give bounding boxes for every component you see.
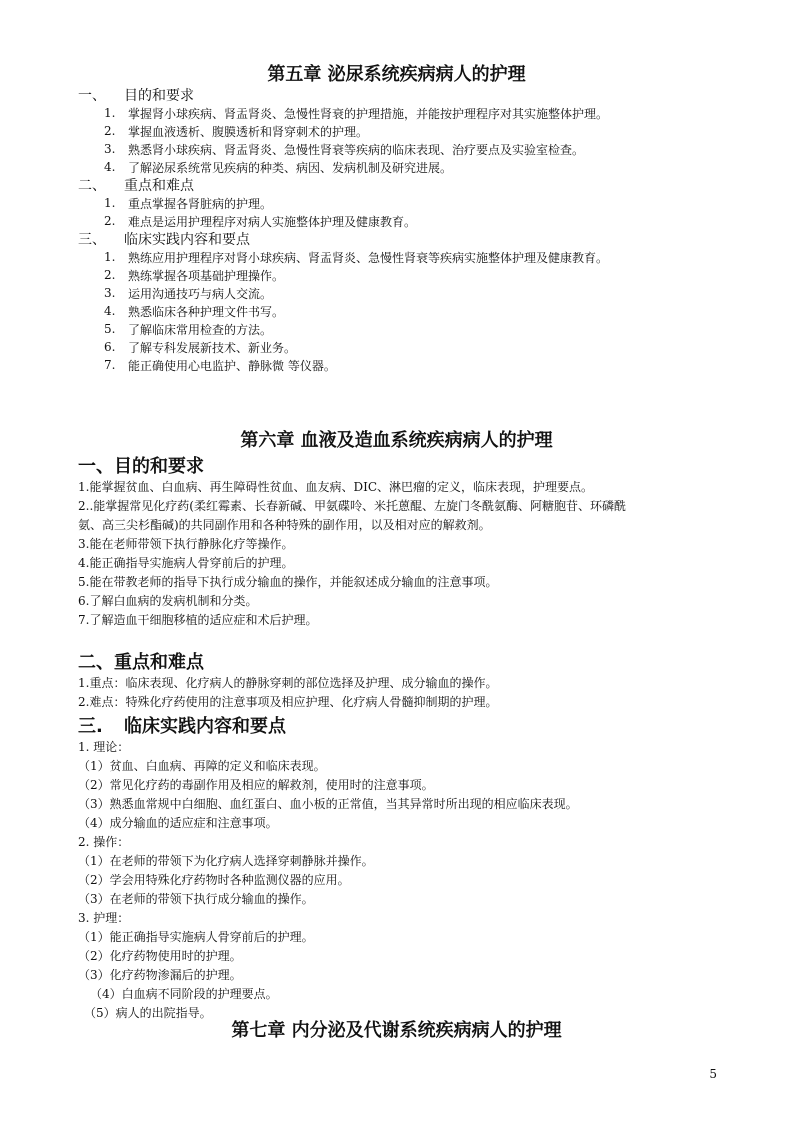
item-text: 难点是运用护理程序对病人实施整体护理及健康教育。: [128, 214, 417, 229]
section-number: 二、: [78, 178, 106, 194]
section-title: 临床实践内容和要点: [124, 232, 250, 248]
section-number: 一、: [78, 88, 106, 104]
text-line: （1）能正确指导实施病人骨穿前后的护理。: [78, 930, 314, 944]
list-item: [78, 212, 758, 230]
item-number: 2.: [104, 124, 116, 138]
item-number: 6.: [104, 340, 116, 354]
text-line: 3.能在老师带领下执行静脉化疗等操作。: [78, 537, 294, 551]
list-item: [78, 302, 758, 320]
item-text: 掌握肾小球疾病、肾盂肾炎、急慢性肾衰的护理措施，并能按护理程序对其实施整体护理。: [128, 106, 609, 121]
section-heading: 一、目的和要求: [78, 456, 204, 477]
list-item: [78, 356, 758, 374]
text-line: 4.能正确指导实施病人骨穿前后的护理。: [78, 556, 294, 570]
text-line: 6.了解白血病的发病机制和分类。: [78, 594, 258, 608]
item-text: 熟悉肾小球疾病、肾盂肾炎、急慢性肾衰等疾病的临床表现、治疗要点及实验室检查。: [128, 142, 585, 157]
list-item: [78, 194, 758, 212]
item-text: 了解泌尿系统常见疾病的种类、病因、发病机制及研究进展。: [128, 160, 453, 175]
list-item: [78, 284, 758, 302]
section-title: 重点和难点: [124, 178, 194, 194]
item-text: 了解专科发展新技术、新业务。: [128, 340, 297, 355]
section-title: 目的和要求: [124, 88, 194, 104]
text-line: 2.难点：特殊化疗药使用的注意事项及相应护理、化疗病人骨髓抑制期的护理。: [78, 695, 498, 709]
chapter-6-body: [78, 452, 718, 1023]
list-item: [78, 140, 758, 158]
text-line: （2）学会用特殊化疗药物时各种监测仪器的应用。: [78, 873, 350, 887]
chapter-7-title: 第七章 内分泌及代谢系统疾病病人的护理: [231, 1020, 562, 1041]
text-line: 1.能掌握贫血、白血病、再生障碍性贫血、血友病、DIC、淋巴瘤的定义，临床表现，护理要点。: [78, 480, 593, 494]
text-line: （2）化疗药物使用时的护理。: [78, 949, 242, 963]
item-number: 1.: [104, 196, 116, 210]
text-line: 氨、高三尖杉酯碱)的共同副作用和各种特殊的副作用，以及相对应的解救剂。: [78, 518, 491, 532]
item-text: 熟练掌握各项基础护理操作。: [128, 268, 285, 283]
section-heading: [78, 712, 718, 738]
item-number: 3.: [104, 142, 116, 156]
item-number: 2.: [104, 268, 116, 282]
text-line: 2..能掌握常见化疗药(柔红霉素、长春新碱、甲氨碟呤、米托蒽醌、左旋门冬酰氨酶、阿糖胞苷、环磷酰: [78, 499, 626, 513]
section-heading: [78, 176, 758, 194]
item-number: 4.: [104, 304, 116, 318]
text-line: （1）在老师的带领下为化疗病人选择穿刺静脉并操作。: [78, 854, 374, 868]
text-line: （4）成分输血的适应症和注意事项。: [78, 816, 278, 830]
item-text: 了解临床常用检查的方法。: [128, 322, 273, 337]
item-text: 熟悉临床各种护理文件书写。: [128, 304, 285, 319]
section-heading: 二、重点和难点: [78, 652, 204, 673]
list-item: [78, 158, 758, 176]
list-item: [78, 338, 758, 356]
section-number: 三.: [78, 716, 103, 737]
subsection-label: 3. 护理：: [78, 911, 130, 925]
text-line: （1）贫血、白血病、再障的定义和临床表现。: [78, 759, 326, 773]
item-text: 掌握血液透析、腹膜透析和肾穿刺术的护理。: [128, 124, 369, 139]
text-line: （3）熟悉血常规中白细胞、血红蛋白、血小板的正常值，当其异常时所出现的相应临床表现。: [78, 797, 578, 811]
text-line: （2）常见化疗药的毒副作用及相应的解救剂，使用时的注意事项。: [78, 778, 434, 792]
list-item: [78, 266, 758, 284]
item-text: 能正确使用心电监护、静脉微 等仪器。: [128, 358, 336, 373]
spacer: [78, 630, 718, 648]
chapter-5-body: [78, 86, 758, 374]
item-number: 3.: [104, 286, 116, 300]
item-text: 熟练应用护理程序对肾小球疾病、肾盂肾炎、急慢性肾衰等疾病实施整体护理及健康教育。: [128, 250, 609, 265]
item-text: 运用沟通技巧与病人交流。: [128, 286, 273, 301]
item-text: 重点掌握各肾脏病的护理。: [128, 196, 273, 211]
chapter-6-title: 第六章 血液及造血系统疾病病人的护理: [240, 430, 553, 451]
item-number: 4.: [104, 160, 116, 174]
list-item: [78, 104, 758, 122]
subsection-label: 2. 操作：: [78, 835, 130, 849]
list-item: [78, 122, 758, 140]
item-number: 2.: [104, 214, 116, 228]
text-line: （3）化疗药物渗漏后的护理。: [78, 968, 242, 982]
subsection-label: 1. 理论：: [78, 740, 130, 754]
text-line: 7.了解造血干细胞移植的适应症和术后护理。: [78, 613, 318, 627]
page-number: 5: [709, 1067, 717, 1081]
text-line: （4）白血病不同阶段的护理要点。: [90, 987, 278, 1001]
item-number: 1.: [104, 106, 116, 120]
item-number: 1.: [104, 250, 116, 264]
text-line: 1.重点：临床表现、化疗病人的静脉穿刺的部位选择及护理、成分输血的操作。: [78, 676, 498, 690]
text-line: （3）在老师的带领下执行成分输血的操作。: [78, 892, 314, 906]
section-title: 临床实践内容和要点: [124, 716, 286, 737]
section-heading: [78, 230, 758, 248]
item-number: 5.: [104, 322, 116, 336]
list-item: [78, 320, 758, 338]
chapter-5-title: 第五章 泌尿系统疾病病人的护理: [267, 64, 526, 85]
text-line: （5）病人的出院指导。: [84, 1006, 212, 1020]
text-line: 5.能在带教老师的指导下执行成分输血的操作，并能叙述成分输血的注意事项。: [78, 575, 498, 589]
section-heading: [78, 86, 758, 104]
list-item: [78, 248, 758, 266]
section-number: 三、: [78, 232, 106, 248]
item-number: 7.: [104, 358, 116, 372]
